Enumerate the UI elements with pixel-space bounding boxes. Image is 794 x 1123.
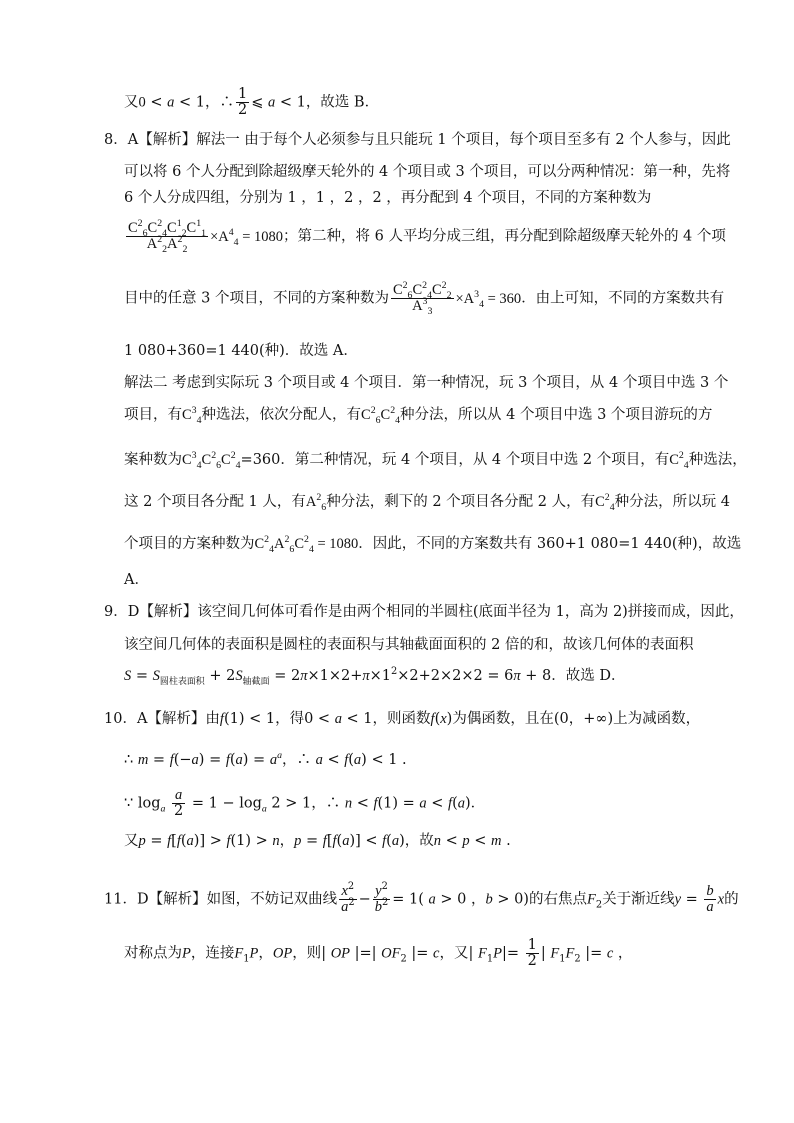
text: ． — [470, 795, 486, 812]
text: ，连接 — [190, 945, 235, 962]
text: ，得 — [275, 711, 305, 727]
text: 种分法，所以玩 4 — [614, 494, 730, 510]
q11-line-2: 对称点为P，连接$F_1P$，OP，则| OP |=| $OF_2$ |= c，又| $F_1P|=$ $\frac{1}{2}$ | $F_1F_2$ |= c ， — [124, 937, 633, 970]
text: 的 — [724, 891, 739, 908]
q8-method2-line-2: 项目，有$C^3_4$种选法，依次分配人，有$C^2_6C^2_4$种分法，所以从 4 个项目中选 3 个项目游玩的方 — [124, 405, 713, 426]
q8-method2-line-6: A． — [124, 572, 149, 588]
q10-line-4: 又p = f[f(a)] > f(1) > n，p = f[f(a)] < f(a)，故n < p < m . — [124, 833, 511, 849]
q8-method2-line-5: 个项目的方案种数为$C^2_4A^2_6C^2_4 = 1080$．因此，不同的方案数共有 360+1 080=1 440(种)，故选 — [124, 534, 742, 555]
q8-line-5: 目中的任意 3 个项目，不同的方案种数为 $\frac{C^2_6C^2_4C^2_2}{A^3_3}$ $\times A^3_4 = 360$．由上可知，不同的方案数共有 — [124, 280, 725, 318]
text: 案种数为 — [124, 452, 182, 468]
q9-line-2: 该空间几何体的表面积是圆柱的表面积与其轴截面面积的 2 倍的和，故该几何体的表面积 — [124, 637, 694, 653]
q10-line-3: ∵ $\log_a$ $\frac{a}{2}$ = $1 - \log_a 2 > 1$，∴ n < f(1) = a < f(a)． — [124, 787, 486, 820]
q9-line-3: $S = S_{圆柱表面积} + 2S_{轴截面} = 2\pi\times 1\times 2+\pi\times 1^2\times 2+2\times 2\times 2 = 6\pi + 8$．故选 D． — [124, 666, 626, 687]
q8-line-4: $\frac{C^2_6C^2_4C^1_2C^1_1}{A^2_2A^2_2}$ $\times A^4_4 = 1080$；第二种，将 6 人平均分成三组，再分配到除超级摩天轮外的 4 个项 — [128, 218, 726, 256]
text: 目中的任意 3 个项目，不同的方案种数为 — [124, 290, 389, 307]
q8-method2-line-1: 解法二 考虑到实际玩 3 个项目或 4 个项目．第一种情况，玩 3 个项目，从 4 个项目中选 3 个 — [124, 375, 729, 391]
text: 对称点为 — [124, 945, 182, 962]
subscript: 轴截面 — [242, 676, 270, 687]
text: 项目，有 — [124, 407, 182, 423]
text: ，又 — [439, 945, 469, 962]
q8-line-3: 6 个人分成四组，分别为 1 ，1 ，2 ，2 ，再分配到 4 个项目，不同的方案种数为 — [124, 190, 652, 206]
text: ， — [258, 945, 273, 962]
line-top: 又0 < a < 1，∴ $\frac{1}{2}$ ⩽ a < 1，故选 B． — [124, 86, 380, 119]
text: 种选法， — [688, 452, 747, 468]
text: 个项目的方案种数为 — [124, 536, 255, 552]
text: ，故选 B． — [305, 94, 380, 111]
text: ，∴ — [204, 94, 234, 111]
formula-fraction: $\frac{C^2_6C^2_4C^2_2}{A^3_3}$ — [392, 280, 452, 318]
text: 种分法，剩下的 2 个项目各分配 2 人，有 — [326, 494, 596, 510]
text: 这 2 个项目各分配 1 人，有 — [124, 494, 306, 510]
q8-method2-line-3: 案种数为$C^3_4C^2_6C^2_4=360$．第二种情况，玩 4 个项目，从 4 个项目中选 2 个项目，有$C^2_4$种选法， — [124, 450, 747, 471]
text: 10．A【解析】由 — [104, 711, 220, 727]
text: 又 — [124, 94, 139, 111]
fraction: $\frac{b}{a}$ — [706, 883, 714, 916]
text: ，则函数 — [372, 711, 431, 727]
formula-fraction: $\frac{C^2_6C^2_4C^1_2C^1_1}{A^2_2A^2_2}$ — [128, 218, 207, 256]
text: 关于渐近线 — [602, 891, 675, 908]
fraction: $\frac{1}{2}$ — [527, 937, 537, 970]
text: ， — [279, 833, 295, 849]
text: =360．第二种情况，玩 4 个项目，从 4 个项目中选 2 个项目，有 — [240, 452, 670, 468]
subscript: 圆柱表面积 — [159, 676, 205, 687]
q8-line-6: 1 080+360=1 440(种)．故选 A． — [124, 343, 358, 359]
fraction: $\frac{y^2}{b^2}$ — [374, 881, 389, 916]
text: 11．D【解析】如图，不妨记双曲线 — [104, 891, 338, 908]
text: 又 — [124, 833, 139, 849]
text: 种选法，依次分配人，有 — [201, 407, 362, 423]
q10-line-2: ∴ $m = f(-a) = f(a) = a^a$，∴ a < f(a) < 1 . — [124, 750, 407, 768]
text: ．因此，不同的方案数共有 360+1 080=1 440(种)，故选 — [358, 536, 742, 552]
text: 种分法，所以从 4 个项目中选 3 个项目游玩的方 — [400, 407, 713, 423]
fraction: $\frac{a}{2}$ — [174, 787, 184, 820]
text: ．故选 D． — [551, 668, 626, 684]
fraction: $\frac{1}{2}$ — [237, 86, 248, 119]
q8-method2-line-4: 这 2 个项目各分配 1 人，有$A^2_6$种分法，剩下的 2 个项目各分配 2 人，有$C^2_4$种分法，所以玩 4 — [124, 492, 730, 513]
q11-line-1: 11．D【解析】如图，不妨记双曲线 $\frac{x^2}{a^2}$ − $\frac{y^2}{b^2}$ = 1( a > 0 ，b > 0)的右焦点$F_2$关于渐近线y = $\frac{b}{a}$ x的 — [104, 881, 739, 916]
text: ，则 — [292, 945, 322, 962]
q9-line-1: 9．D【解析】该空间几何体可看作是由两个相同的半圆柱(底面半径为 1，高为 2)拼接而成，因此， — [104, 604, 744, 620]
text: ．由上可知，不同的方案数共有 — [521, 290, 725, 307]
q8-line-1: 8．A【解析】解法一 由于每个人必须参与且只能玩 1 个项目，每个项目至多有 2 个人参与，因此 — [104, 132, 731, 148]
text: 的右焦点 — [528, 891, 587, 908]
q10-line-1: 10．A【解析】由f(1) < 1，得0 < a < 1，则函数f(x)为偶函数，且在(0，+∞)上为减函数， — [104, 711, 701, 727]
text: ；第二种，将 6 人平均分成三组，再分配到除超级摩天轮外的 4 个项 — [283, 228, 726, 245]
text: 为偶函数，且在(0，+∞)上为减函数， — [452, 711, 701, 727]
q8-line-2: 可以将 6 个人分配到除超级摩天轮外的 4 个项目或 3 个项目，可以分两种情况：第一种，先将 — [124, 164, 731, 180]
fraction: $\frac{x^2}{a^2}$ — [341, 881, 355, 916]
text: ，故 — [404, 833, 434, 849]
